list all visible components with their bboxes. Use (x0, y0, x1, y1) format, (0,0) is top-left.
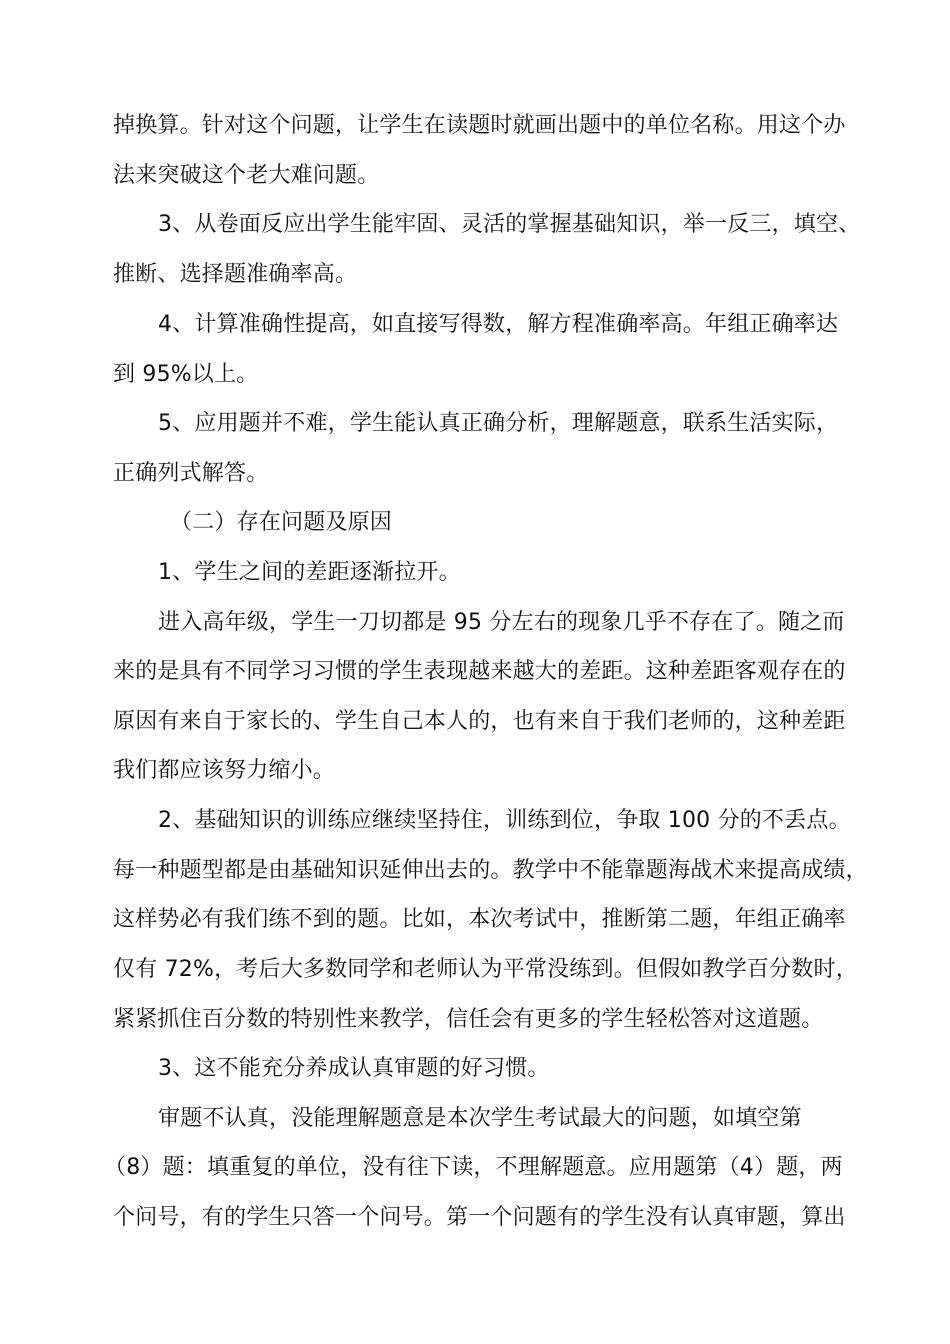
paragraph-line: 法来突破这个老大难问题。 (113, 163, 380, 188)
paragraph-line: 正确列式解答。 (113, 461, 269, 486)
paragraph-line: 5、应用题并不难，学生能认真正确分析，理解题意，联系生活实际， (158, 411, 839, 436)
paragraph-line: 每一种题型都是由基础知识延伸出去的。教学中不能靠题海战术来提高成绩， (113, 858, 868, 883)
paragraph-line: 原因有来自于家长的、学生自己本人的，也有来自于我们老师的，这种差距 (113, 709, 846, 734)
paragraph-line: （8）题：填重复的单位，没有往下读，不理解题意。应用题第（4）题，两 (104, 1155, 843, 1180)
paragraph-line: 来的是具有不同学习习惯的学生表现越来越大的差距。这种差距客观存在的 (113, 659, 846, 684)
section-heading: （二）存在问题及原因 (170, 510, 393, 535)
paragraph-line: 我们都应该努力缩小。 (113, 758, 336, 783)
paragraph-line: 这样势必有我们练不到的题。比如，本次考试中，推断第二题，年组正确率 (113, 907, 846, 932)
paragraph-line: 到 95%以上。 (113, 362, 259, 387)
paragraph-line: 审题不认真，没能理解题意是本次学生考试最大的问题，如填空第 (158, 1106, 802, 1131)
paragraph-line: 4、计算准确性提高，如直接写得数，解方程准确率高。年组正确率达 (158, 312, 839, 337)
paragraph-line: 2、基础知识的训练应继续坚持住，训练到位，争取 100 分的不丢点。 (158, 808, 851, 833)
paragraph-line: 推断、选择题准确率高。 (113, 262, 358, 287)
paragraph-line: 仅有 72%，考后大多数同学和老师认为平常没练到。但假如教学百分数时， (113, 957, 858, 982)
paragraph-line: 3、从卷面反应出学生能牢固、灵活的掌握基础知识，举一反三，填空、 (158, 212, 861, 237)
paragraph-line: 紧紧抓住百分数的特别性来教学，信任会有更多的学生轻松答对这道题。 (113, 1007, 824, 1032)
paragraph-line: 掉换算。针对这个问题，让学生在读题时就画出题中的单位名称。用这个办 (113, 113, 846, 138)
paragraph-line: 进入高年级，学生一刀切都是 95 分左右的现象几乎不存在了。随之而 (158, 610, 845, 635)
paragraph-line: 个问号，有的学生只答一个问号。第一个问题有的学生没有认真审题，算出 (113, 1205, 846, 1230)
subheading: 3、这不能充分养成认真审题的好习惯。 (158, 1056, 550, 1081)
subheading: 1、学生之间的差距逐渐拉开。 (158, 560, 461, 585)
